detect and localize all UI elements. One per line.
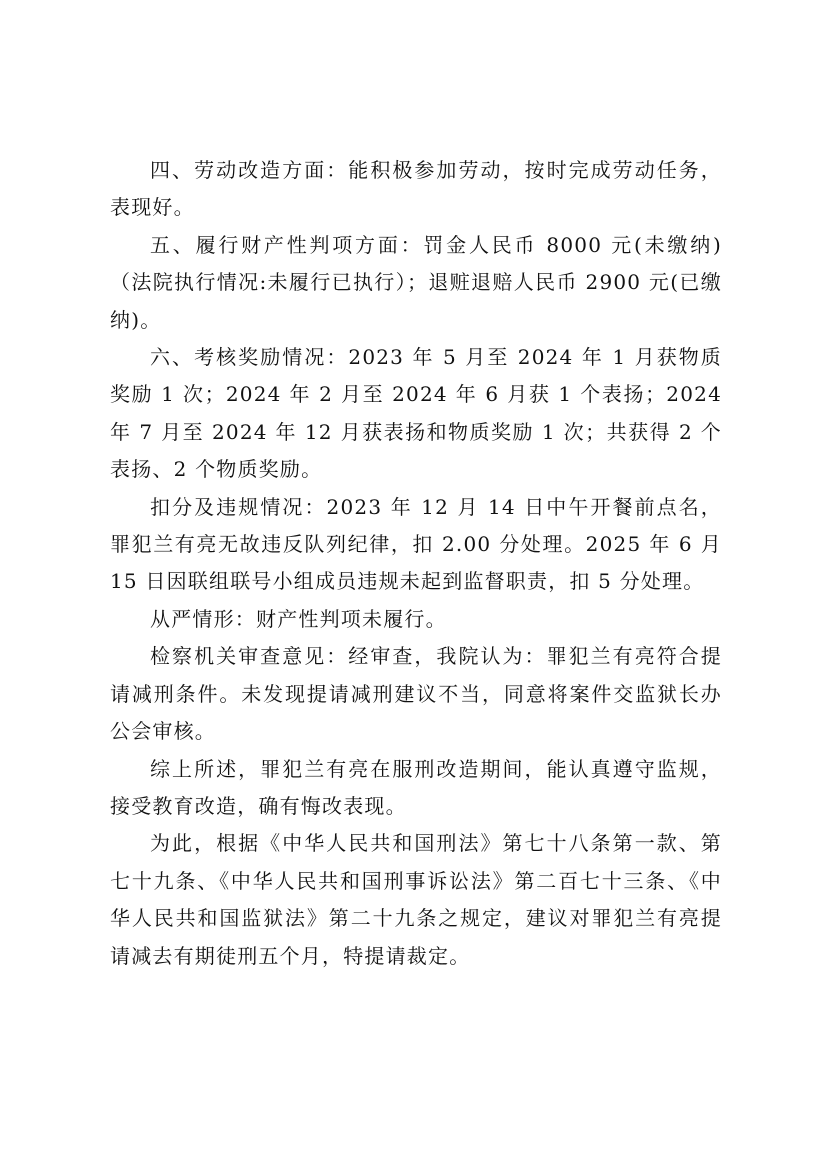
paragraph-labor-reform: 四、劳动改造方面：能积极参加劳动，按时完成劳动任务，表现好。: [110, 158, 722, 220]
paragraph-legal-basis: 为此，根据《中华人民共和国刑法》第七十八条第一款、第七十九条、《中华人民共和国刑事诉讼法》第二百七十三条、《中华人民共和国监狱法》第二十九条之规定，建议对罪犯兰有亮提请减去有期徒刑五个月，特提请裁定。: [110, 831, 722, 968]
paragraph-summary: 综上所述，罪犯兰有亮在服刑改造期间，能认真遵守监规，接受教育改造，确有悔改表现。: [110, 756, 722, 818]
paragraph-property-judgment: 五、履行财产性判项方面：罚金人民币 8000 元(未缴纳)（法院执行情况:未履行已执行）；退赃退赔人民币 2900 元(已缴纳)。: [110, 232, 722, 332]
paragraph-strict-circumstances: 从严情形：财产性判项未履行。: [150, 606, 447, 631]
paragraph-rewards: 六、考核奖励情况：2023 年 5 月至 2024 年 1 月获物质奖励 1 次；2024 年 2 月至 2024 年 6 月获 1 个表扬；2024 年 7 月至 2024 年 12 月获表扬和物质奖励 1 次；共获得 2 个表扬、2 个物质奖励。: [110, 345, 722, 482]
paragraph-procuratorate-opinion: 检察机关审查意见：经审查，我院认为：罪犯兰有亮符合提请减刑条件。未发现提请减刑建议不当，同意将案件交监狱长办公会审核。: [110, 644, 722, 744]
document-body: [110, 152, 722, 975]
paragraph-deductions-violations: 扣分及违规情况：2023 年 12 月 14 日中午开餐前点名，罪犯兰有亮无故违反队列纪律，扣 2.00 分处理。2025 年 6 月 15 日因联组联号小组成员违规未起到监督职责，扣 5 分处理。: [110, 494, 722, 594]
